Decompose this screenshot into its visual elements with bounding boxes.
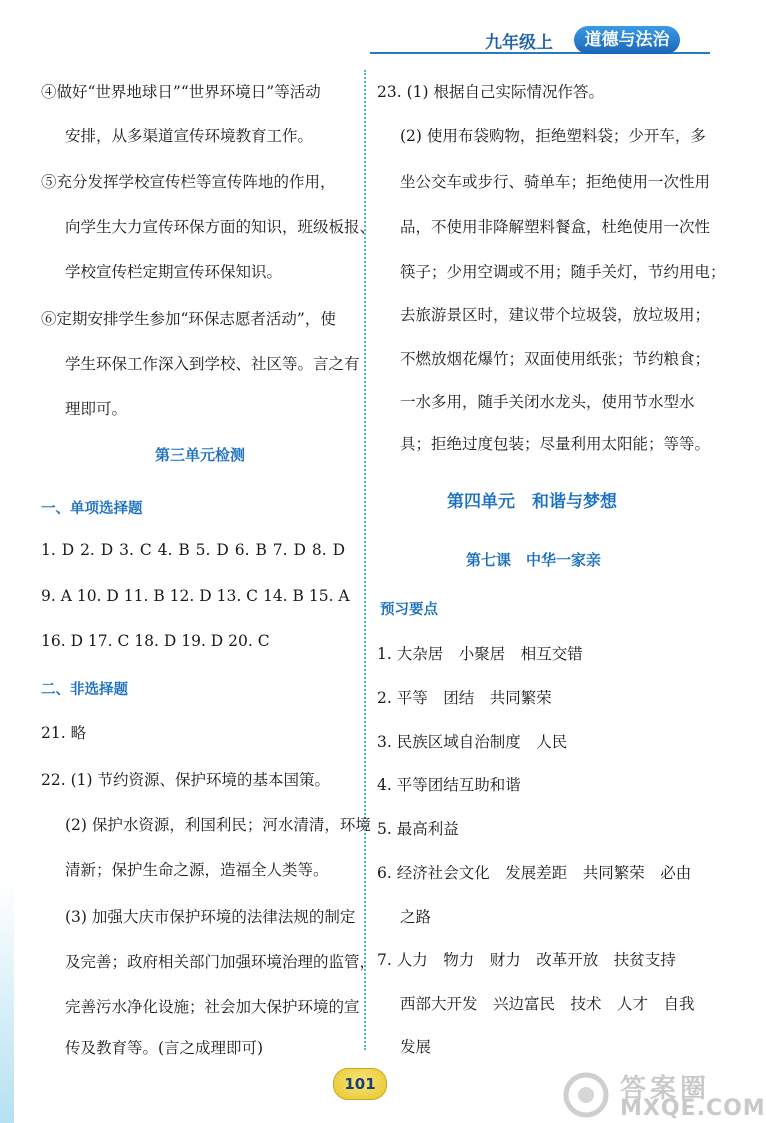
list-item: 西部大开发 兴边富民 技术 人才 自我 [400,995,695,1013]
text-line: 去旅游景区时，建议带个垃圾袋，放垃圾用； [400,306,711,324]
text-line: ⑥定期安排学生参加“环保志愿者活动”，使 [41,310,336,328]
list-item: 4. 平等团结互助和谐 [377,776,521,794]
text-line: 向学生大力宣传环保方面的知识，班级板报、 [65,218,376,236]
text-line: 不燃放烟花爆竹；双面使用纸张；节约粮食； [400,350,711,368]
text-line: 安排，从多渠道宣传环境教育工作。 [65,127,314,145]
text-line: 筷子；少用空调或不用；随手关灯，节约用电； [400,263,726,281]
grade-label: 九年级上 [485,33,553,53]
list-item: 发展 [400,1038,432,1056]
unit4-title: 第四单元 和谐与梦想 [447,492,617,512]
list-item: 2. 平等 团结 共同繁荣 [377,689,552,707]
list-item: 7. 人力 物力 财力 改革开放 扶贫支持 [377,951,676,969]
answer-row: 16. D 17. C 18. D 19. D 20. C [41,632,270,650]
text-line: 及完善；政府相关部门加强环境治理的监管， [65,953,376,971]
text-line: (2) 使用布袋购物，拒绝塑料袋；少开车，多 [400,127,706,145]
list-item: 1. 大杂居 小聚居 相互交错 [377,645,583,663]
page-number: 101 [333,1068,387,1100]
text-line: 理即可。 [65,400,128,418]
text-line: 坐公交车或步行、骑单车；拒绝使用一次性用 [400,173,711,191]
lesson7-title: 第七课 中华一家亲 [466,551,602,569]
list-item: 5. 最高利益 [377,820,459,838]
watermark-text: 答案圈 [620,1074,711,1104]
text-line: ④做好“世界地球日”“世界环境日”等活动 [41,83,321,101]
unit3-title: 第三单元检测 [155,446,246,464]
watermark-url: MXQE.COM [620,1096,766,1121]
list-item: 3. 民族区域自治制度 人民 [377,733,568,751]
text-line: 一水多用，随手关闭水龙头，使用节水型水 [400,393,695,411]
text-line: 完善污水净化设施；社会加大保护环境的宣 [65,998,360,1016]
text-line: 23. (1) 根据自己实际情况作答。 [377,83,604,101]
list-item: 6. 经济社会文化 发展差距 共同繁荣 必由 [377,864,692,882]
text-line: 21. 略 [41,724,87,742]
text-line: 学生环保工作深入到学校、社区等。言之有 [65,355,360,373]
text-line: 22. (1) 节约资源、保护环境的基本国策。 [41,771,330,789]
section-heading: 一、单项选择题 [41,501,143,517]
text-line: 具；拒绝过度包装；尽量利用太阳能；等等。 [400,435,711,453]
text-line: (3) 加强大庆市保护环境的法律法规的制定 [65,908,356,926]
text-line: 传及教育等。(言之成理即可) [65,1039,264,1057]
section-heading: 二、非选择题 [41,682,128,698]
text-line: ⑤充分发挥学校宣传栏等宣传阵地的作用， [41,173,336,191]
watermark-logo-icon [560,1070,616,1120]
text-line: 学校宣传栏定期宣传环保知识。 [65,263,283,281]
answer-row: 1. D 2. D 3. C 4. B 5. D 6. B 7. D 8. D [41,541,345,559]
watermark [560,1070,766,1123]
subject-badge: 道德与法治 [574,26,680,54]
text-line: (2) 保护水资源，利国利民；河水清清，环境 [65,816,371,834]
preview-heading: 预习要点 [380,602,438,618]
text-line: 清新；保护生命之源，造福全人类等。 [65,861,329,879]
answer-row: 9. A 10. D 11. B 12. D 13. C 14. B 15. A [41,587,350,605]
text-line: 品，不使用非降解塑料餐盒，杜绝使用一次性 [400,218,711,236]
edge-decoration [0,880,14,1123]
list-item: 之路 [400,908,432,926]
